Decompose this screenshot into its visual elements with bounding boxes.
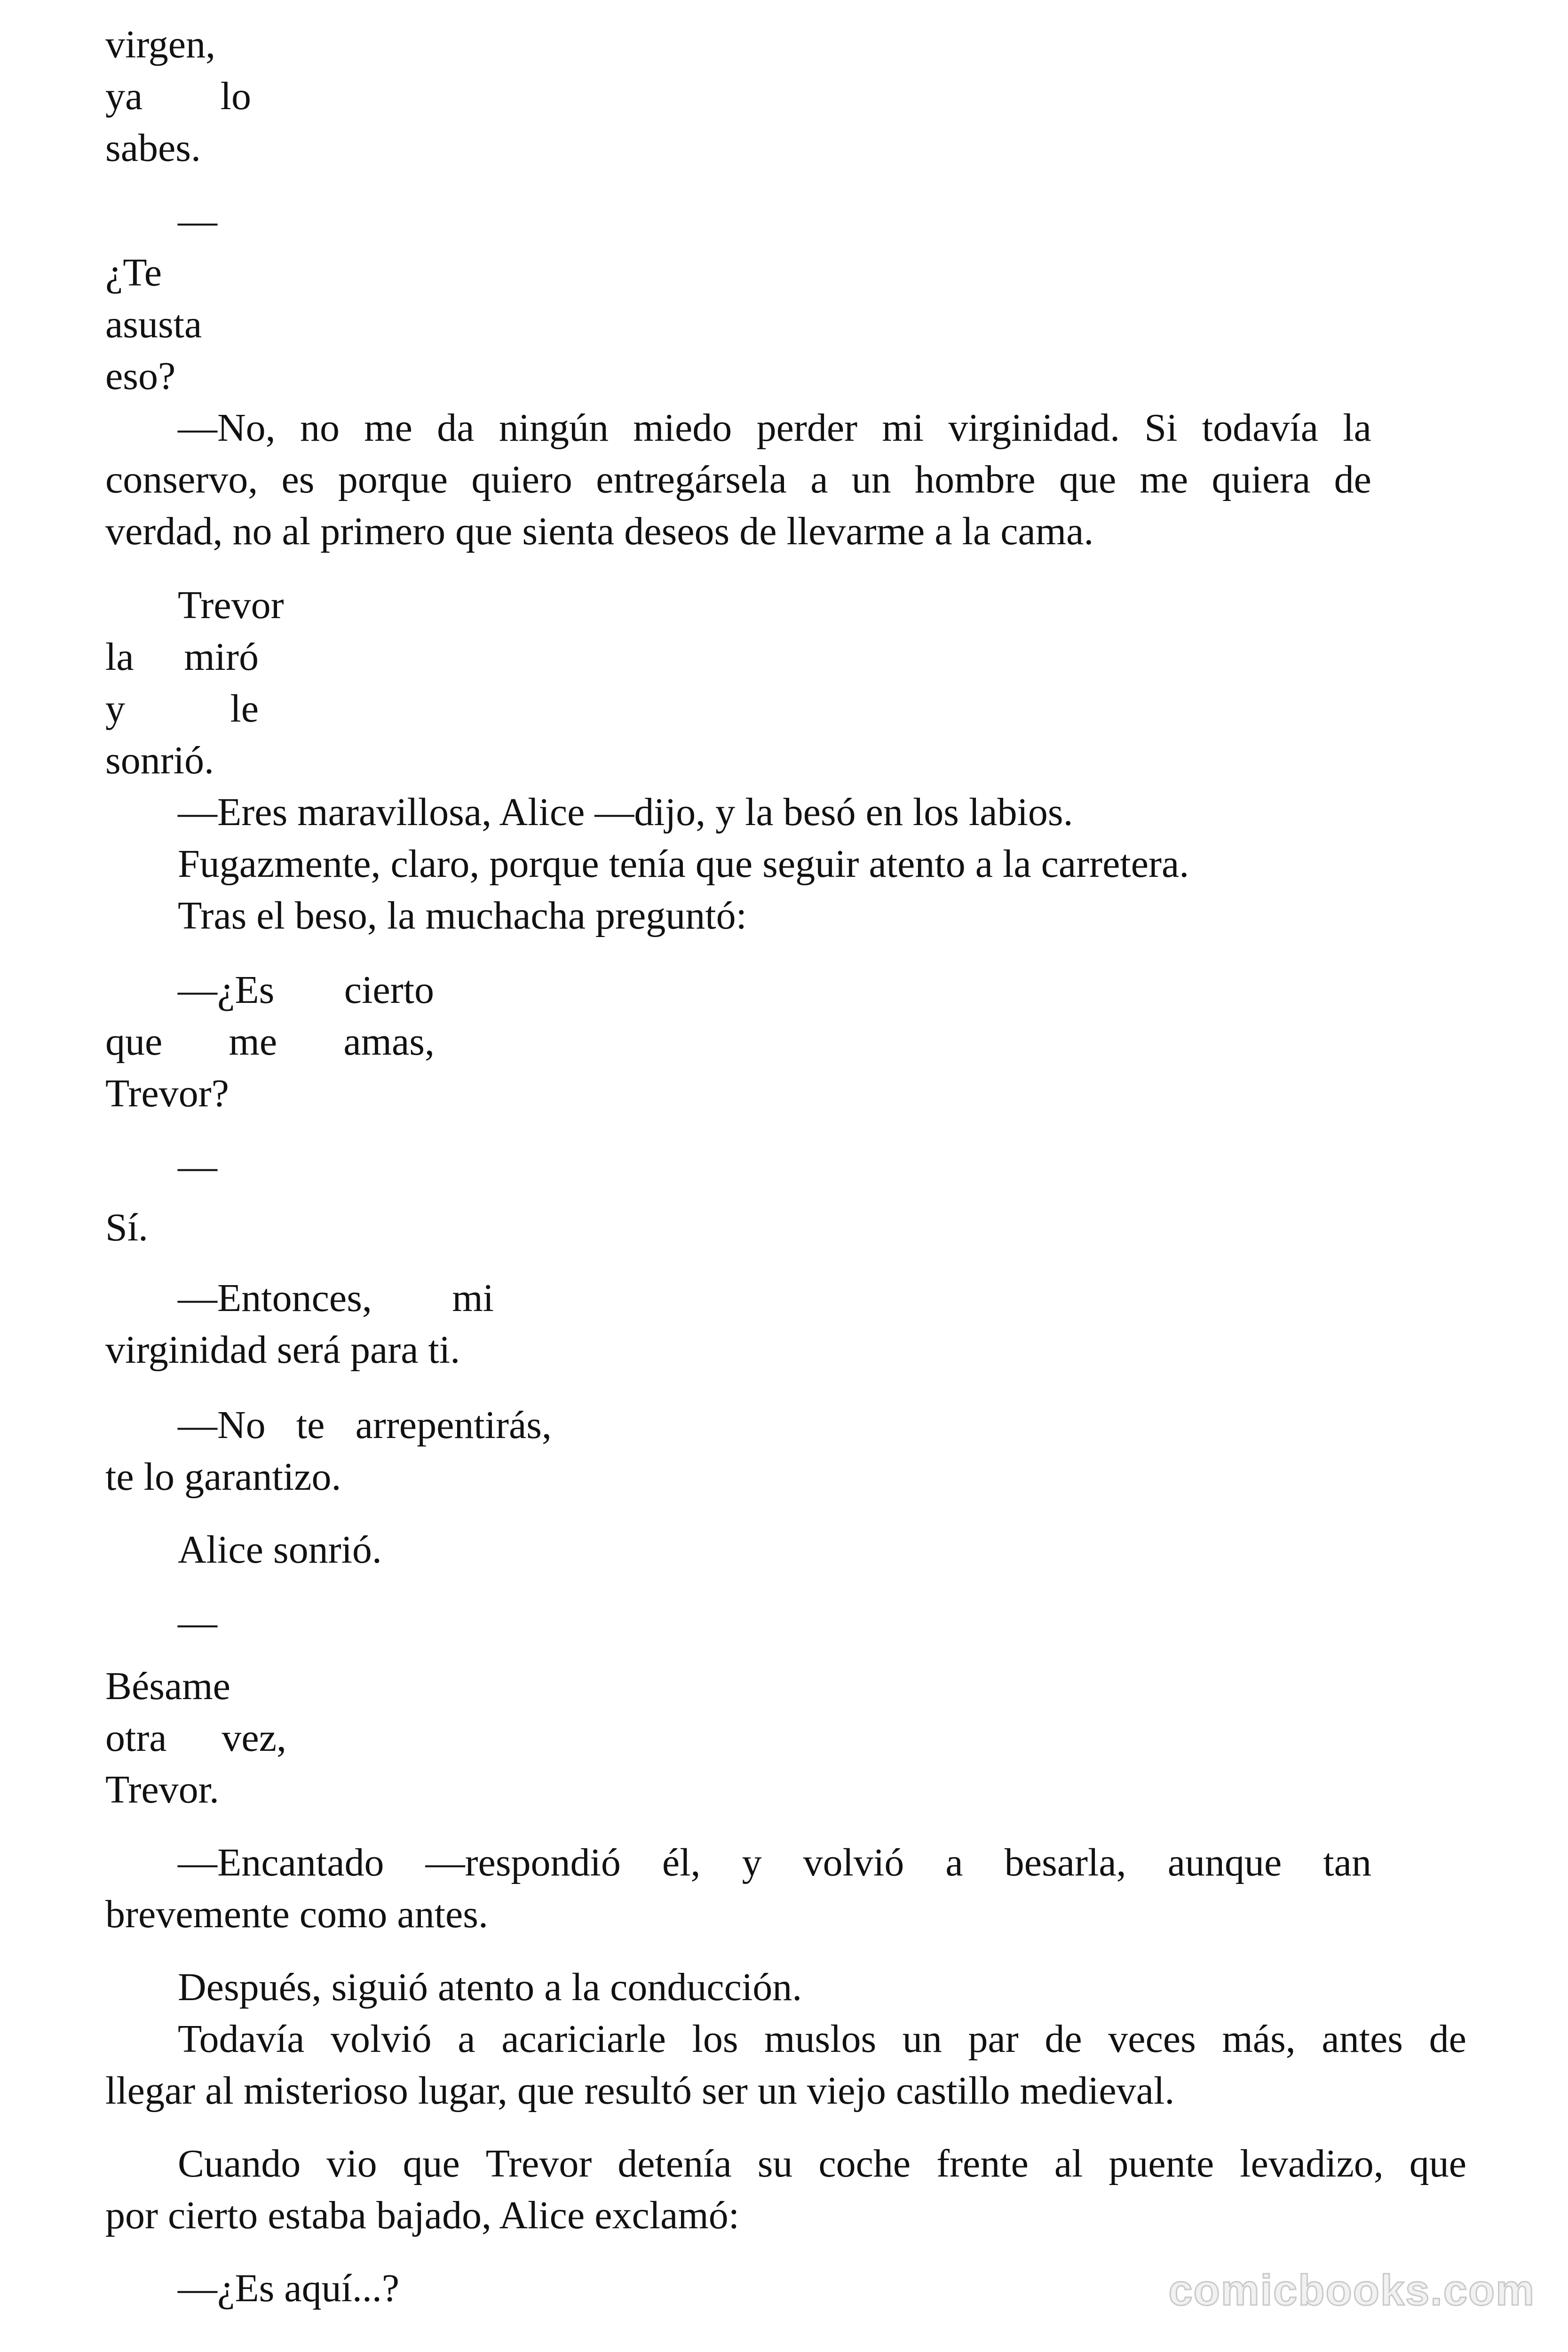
word: vio (326, 2142, 377, 2185)
word: que (1059, 458, 1117, 501)
word: me (364, 406, 412, 450)
text-line: Bésame (105, 1664, 230, 1708)
word: me (1140, 458, 1188, 501)
word: de (1045, 2017, 1082, 2061)
text-line: brevemente como antes. (105, 1892, 488, 1936)
word: tan (1323, 1841, 1371, 1884)
word: los (692, 2017, 738, 2061)
text-line: verdad, no al primero que sienta deseos de llevarme a la cama. (105, 509, 1094, 553)
text-line (178, 1272, 494, 1324)
word: Todavía (178, 2017, 305, 2061)
word: miró (184, 635, 259, 679)
word: puente (1109, 2142, 1214, 2185)
word: que (1409, 2142, 1466, 2185)
word: Cuando (178, 2142, 301, 2185)
text-line: Alice sonrió. (178, 1528, 382, 1572)
text-line: Trevor? (105, 1072, 229, 1115)
justified-line (105, 454, 1371, 506)
text-line: Sí. (105, 1206, 149, 1249)
word: a (458, 2017, 475, 2061)
text-line: Fugazmente, claro, porque tenía que seguir atento a la carretera. (178, 842, 1189, 886)
word: un (902, 2017, 942, 2061)
word: que (105, 1020, 163, 1064)
word: aunque (1167, 1841, 1282, 1884)
word: hombre (915, 458, 1036, 501)
word: miedo (633, 406, 732, 450)
word: arrepentirás, (355, 1403, 552, 1447)
text-line (178, 964, 434, 1016)
text-line: Tras el beso, la muchacha preguntó: (178, 894, 747, 938)
text-line: sabes. (105, 126, 201, 170)
word: par (968, 2017, 1019, 2061)
word: Trevor (485, 2142, 592, 2185)
word: amas, (343, 1020, 435, 1064)
word: quiera (1212, 458, 1311, 501)
word: —Entonces, (178, 1276, 372, 1320)
text-line: virginidad será para ti. (105, 1328, 460, 1372)
word: de (1429, 2017, 1466, 2061)
word: al (1054, 2142, 1083, 2185)
word: —respondió (425, 1841, 621, 1884)
word: —¿Es (178, 968, 275, 1012)
word: virginidad. (948, 406, 1120, 450)
word: conservo, (105, 458, 258, 501)
justified-line (178, 1837, 1371, 1889)
word: volvió (803, 1841, 904, 1884)
justified-line (178, 2138, 1466, 2190)
word: besarla, (1004, 1841, 1126, 1884)
word: que (403, 2142, 460, 2185)
justified-line (178, 2013, 1466, 2065)
word: porque (338, 458, 448, 501)
word: la (105, 635, 134, 679)
word: de (1334, 458, 1371, 501)
word: no (300, 406, 340, 450)
word: la (1343, 406, 1371, 450)
text-line: eso? (105, 354, 176, 398)
word: su (757, 2142, 793, 2185)
word: entregársela (596, 458, 787, 501)
text-line: — (178, 1144, 217, 1188)
word: ya (105, 74, 143, 118)
text-line: asusta (105, 302, 202, 346)
word: te (296, 1403, 325, 1447)
word: otra (105, 1716, 167, 1760)
word: quiero (471, 458, 572, 501)
word: mi (452, 1276, 494, 1320)
text-line: sonrió. (105, 739, 214, 782)
text-line: te lo garantizo. (105, 1455, 341, 1499)
text-line (105, 71, 251, 122)
word: cierto (344, 968, 434, 1012)
word: coche (818, 2142, 911, 2185)
text-line: llegar al misterioso lugar, que resultó ser un viejo castillo medieval. (105, 2069, 1175, 2113)
text-line: — (178, 1601, 217, 1645)
text-line (105, 1016, 435, 1068)
word: y (742, 1841, 762, 1884)
word: muslos (764, 2017, 877, 2061)
word: frente (936, 2142, 1029, 2185)
word: volvió (330, 2017, 432, 2061)
word: —No (178, 1403, 266, 1447)
text-line: —Eres maravillosa, Alice —dijo, y la besó en los labios. (178, 790, 1073, 834)
word: Si (1144, 406, 1178, 450)
word: ningún (499, 406, 609, 450)
word: a (810, 458, 828, 501)
word: detenía (618, 2142, 732, 2185)
word: todavía (1202, 406, 1318, 450)
text-line: — (178, 199, 217, 243)
word: veces (1108, 2017, 1196, 2061)
word: —No, (178, 406, 276, 450)
word: —Encantado (178, 1841, 384, 1884)
text-line (178, 1399, 552, 1451)
text-line: Trevor. (105, 1768, 219, 1812)
text-line (105, 631, 259, 683)
word: lo (220, 74, 251, 118)
word: le (230, 687, 259, 731)
text-line: ¿Te (105, 251, 162, 294)
word: un (851, 458, 891, 501)
text-line (105, 683, 259, 735)
watermark-logo: comicbooks.com (1168, 2266, 1535, 2314)
word: me (229, 1020, 277, 1064)
word: mi (882, 406, 924, 450)
word: es (281, 458, 315, 501)
word: antes (1322, 2017, 1403, 2061)
word: levadizo, (1240, 2142, 1384, 2185)
word: da (437, 406, 475, 450)
word: y (105, 687, 125, 731)
word: a (945, 1841, 963, 1884)
word: vez, (222, 1716, 286, 1760)
text-line: Trevor (178, 583, 284, 627)
word: perder (756, 406, 858, 450)
word: acariciarle (501, 2017, 666, 2061)
word: más, (1222, 2017, 1296, 2061)
text-line: por cierto estaba bajado, Alice exclamó: (105, 2193, 740, 2237)
word: él, (662, 1841, 701, 1884)
text-line (105, 1712, 286, 1764)
justified-line (178, 402, 1371, 454)
text-line: virgen, (105, 23, 216, 66)
text-line: —¿Es aquí...? (178, 2266, 400, 2310)
text-line: Después, siguió atento a la conducción. (178, 1965, 802, 2009)
